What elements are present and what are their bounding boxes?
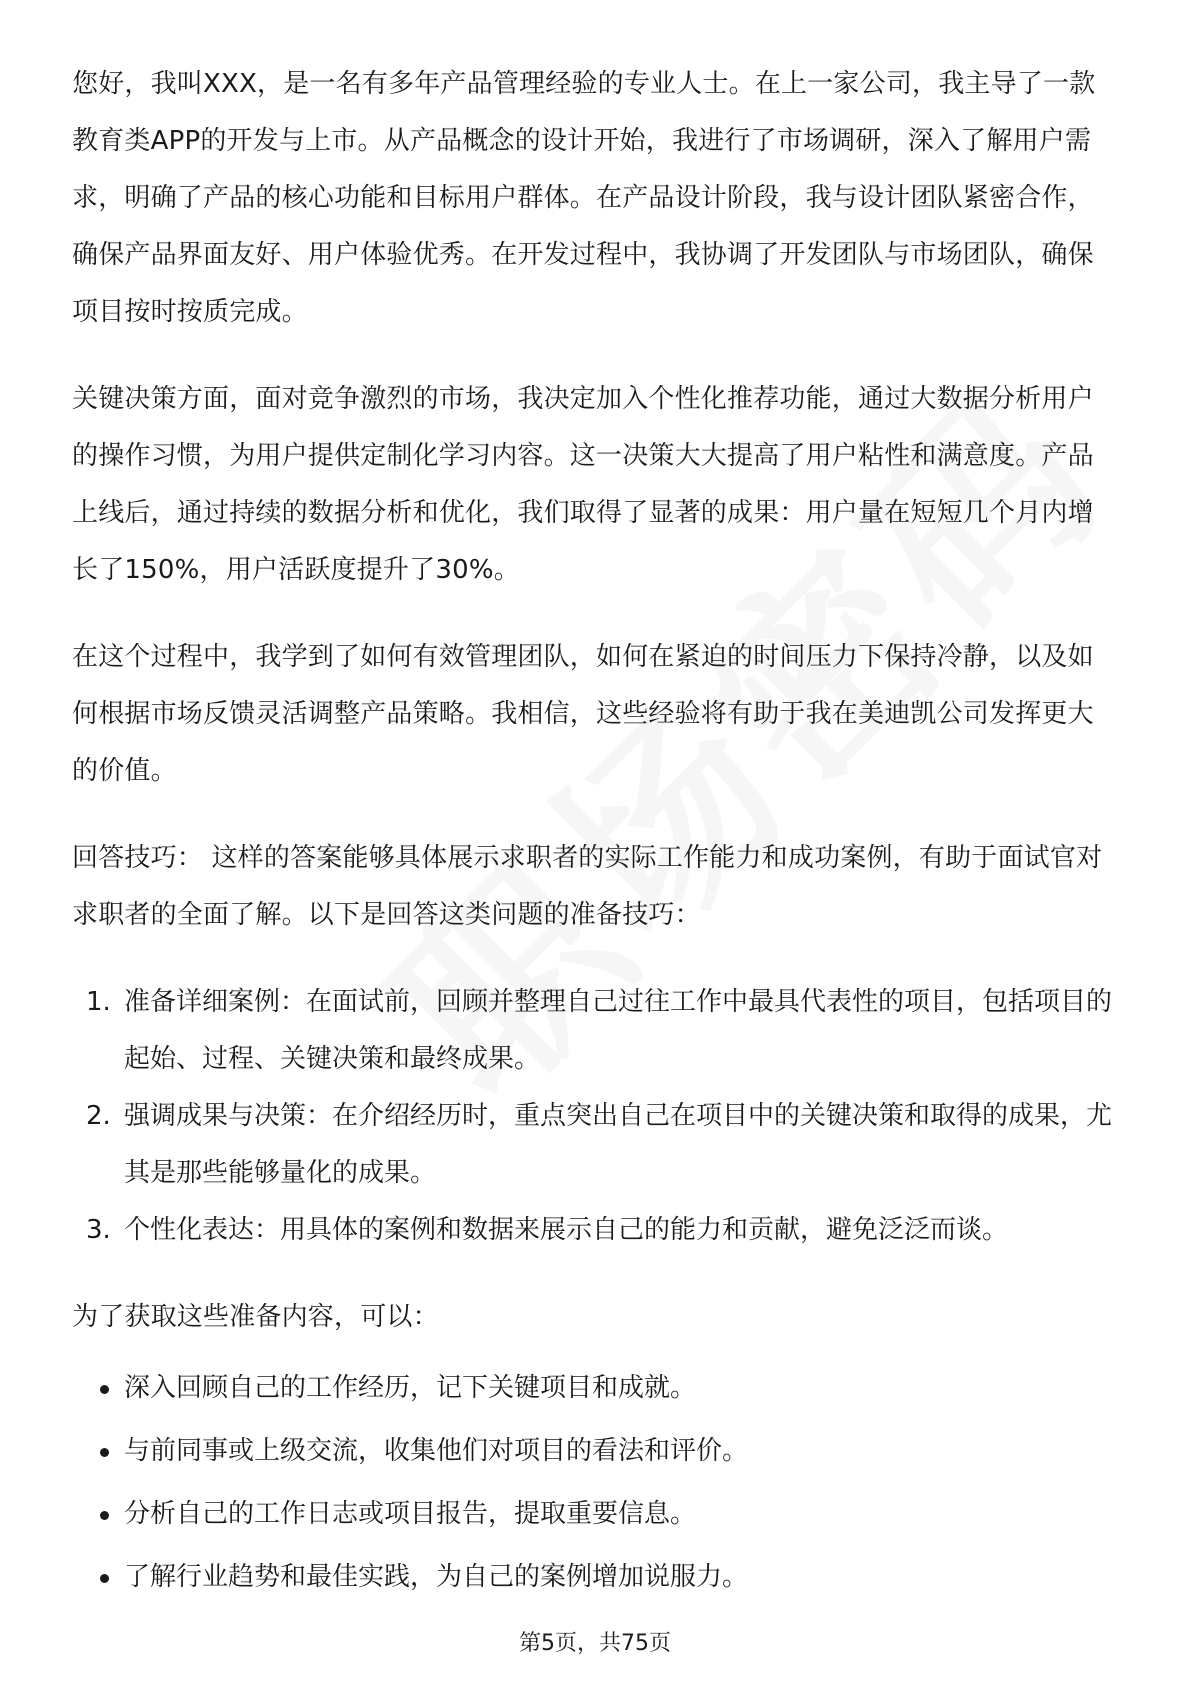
prep-intro: 为了获取这些准备内容，可以： [72, 1302, 439, 1332]
page-number: 第5页，共75页 [519, 1631, 671, 1656]
list-item [72, 1433, 1118, 1469]
list-item-text: 强调成果与决策：在介绍经历时，重点突出自己在项目中的关键决策和取得的成果，尤其是那些能够量化的成果。 [124, 1101, 1113, 1188]
list-item-text: 分析自己的工作日志或项目报告，提取重要信息。 [124, 1499, 697, 1529]
list-item [72, 1202, 1118, 1259]
decision-paragraph: 关键决策方面，面对竞争激烈的市场，我决定加入个性化推荐功能，通过大数据分析用户的操作习惯，为用户提供定制化学习内容。这一决策大大提高了用户粘性和满意度。产品上线后，通过持续的数据分析和优化，我们取得了显著的成果：用户量在短短几个月内增长了150%，用户活跃度提升了30%。 [72, 384, 1094, 585]
list-item-text: 深入回顾自己的工作经历，记下关键项目和成就。 [124, 1373, 697, 1403]
list-item-text: 准备详细案例：在面试前，回顾并整理自己过往工作中最具代表性的项目，包括项目的起始、过程、关键决策和最终成果。 [124, 987, 1113, 1074]
prep-list [72, 1370, 1118, 1595]
tips-paragraph: 回答技巧： 这样的答案能够具体展示求职者的实际工作能力和成功案例，有助于面试官对求职者的全面了解。以下是回答这类问题的准备技巧： [72, 843, 1103, 930]
tips-list [72, 974, 1118, 1259]
list-number: 3. [86, 1215, 111, 1245]
list-number: 2. [86, 1101, 111, 1131]
list-item [72, 1088, 1118, 1202]
bullet-icon [100, 1448, 109, 1457]
list-number: 1. [86, 987, 111, 1017]
list-item [72, 974, 1118, 1088]
list-item [72, 1496, 1118, 1532]
learning-paragraph: 在这个过程中，我学到了如何有效管理团队，如何在紧迫的时间压力下保持冷静，以及如何根据市场反馈灵活调整产品策略。我相信，这些经验将有助于我在美迪凯公司发挥更大的价值。 [72, 642, 1094, 786]
bullet-icon [100, 1385, 109, 1394]
bullet-icon [100, 1511, 109, 1520]
bullet-icon [100, 1574, 109, 1583]
list-item [72, 1559, 1118, 1595]
list-item-text: 个性化表达：用具体的案例和数据来展示自己的能力和贡献，避免泛泛而谈。 [124, 1215, 1009, 1245]
list-item [72, 1370, 1118, 1406]
intro-paragraph: 您好，我叫XXX，是一名有多年产品管理经验的专业人士。在上一家公司，我主导了一款教育类APP的开发与上市。从产品概念的设计开始，我进行了市场调研，深入了解用户需求，明确了产品的核心功能和目标用户群体。在产品设计阶段，我与设计团队紧密合作，确保产品界面友好、用户体验优秀。在开发过程中，我协调了开发团队与市场团队，确保项目按时按质完成。 [72, 69, 1096, 327]
list-item-text: 与前同事或上级交流，收集他们对项目的看法和评价。 [124, 1436, 749, 1466]
document-body [72, 56, 1118, 1622]
list-item-text: 了解行业趋势和最佳实践，为自己的案例增加说服力。 [124, 1562, 749, 1592]
